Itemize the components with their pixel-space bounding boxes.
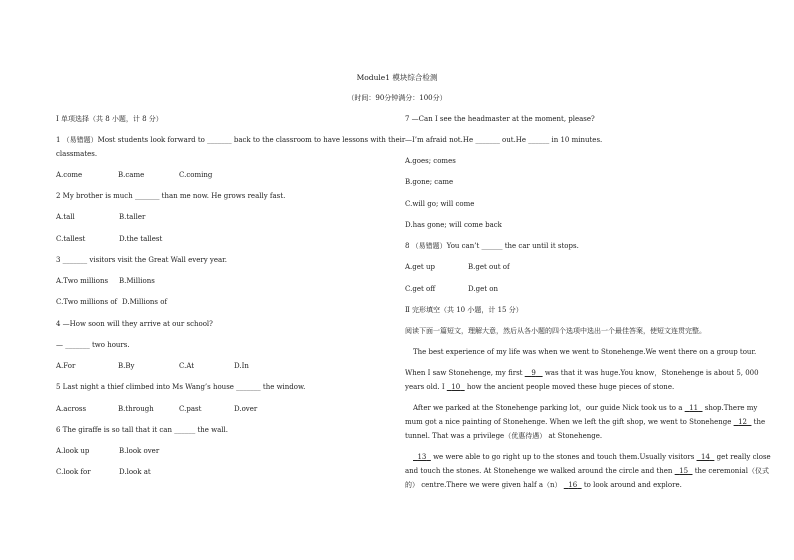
option-c[interactable]: C.coming [179, 171, 213, 179]
option-c[interactable]: C.get off [405, 285, 436, 293]
page-subtitle: （时间：90分钟满分：100分） [347, 94, 447, 102]
option-a[interactable]: A.get up [405, 263, 435, 271]
option-a[interactable]: A.Two millions [56, 277, 109, 285]
passage-paragraph-4-line3: 的） centre.There we were given half a（n） 16 to look around and explore. [405, 481, 682, 489]
option-d[interactable]: D.has gone; will come back [405, 221, 502, 229]
option-c[interactable]: C.past [179, 405, 202, 413]
question-7-stem-cont: —I’m afraid not.He _______ out.He ______ in 10 minutes. [405, 136, 603, 144]
question-4-stem: 4 —How soon will they arrive at our school? [56, 320, 213, 328]
option-b[interactable]: B.came [118, 171, 145, 179]
passage-paragraph-1: The best experience of my life was when we went to Stonehenge.We went there on a group tour. [413, 348, 757, 356]
option-d[interactable]: D.In [234, 362, 249, 370]
option-a[interactable]: A.For [56, 362, 76, 370]
blank-14[interactable]: 14 [700, 453, 710, 461]
blank-15[interactable]: 15 [679, 467, 689, 475]
question-1-stem-cont: classmates. [56, 150, 98, 158]
option-c[interactable]: C.look for [56, 468, 91, 476]
option-d[interactable]: D.the tallest [119, 235, 163, 243]
question-7-stem: 7 —Can I see the headmaster at the moment, please? [405, 115, 595, 123]
option-b[interactable]: B.Millions [119, 277, 155, 285]
option-a[interactable]: A.come [56, 171, 83, 179]
option-b[interactable]: B.By [118, 362, 135, 370]
option-a[interactable]: A.tall [56, 213, 75, 221]
option-c[interactable]: C.Two millions of [56, 298, 118, 306]
question-8-stem: 8 （易错题）You can’t ______ the car until it stops. [405, 242, 579, 250]
passage-paragraph-3-line3: tunnel. That was a privilege（优惠待遇） at Stonehenge. [405, 432, 603, 440]
question-6-stem: 6 The giraffe is so tall that it can ______ the wall. [56, 426, 228, 434]
option-b[interactable]: B.gone; came [405, 178, 454, 186]
option-a[interactable]: A.across [56, 405, 87, 413]
option-b[interactable]: B.get out of [468, 263, 510, 271]
section-heading-cloze: Ⅱ 完形填空（共 10 小题，计 15 分） [405, 306, 523, 314]
option-a[interactable]: A.look up [56, 447, 90, 455]
passage-paragraph-2-line1: When I saw Stonehenge, my first 9 was that it was huge.You know，Stonehenge is about 5, 000 [405, 369, 759, 377]
question-5-stem: 5 Last night a thief climbed into Ms Wang’s house _______ the window. [56, 383, 306, 391]
option-b[interactable]: B.taller [119, 213, 146, 221]
question-3-stem: 3 _______ visitors visit the Great Wall every year. [56, 256, 227, 264]
passage-paragraph-2-line2: years old. I 10 how the ancient people moved these huge pieces of stone. [405, 383, 675, 391]
option-d[interactable]: D.Millions of [122, 298, 168, 306]
blank-13[interactable]: 13 [417, 453, 427, 461]
option-d[interactable]: D.look at [119, 468, 151, 476]
page-title: Module1 模块综合检测 [356, 73, 438, 82]
blank-16[interactable]: 16 [568, 481, 578, 489]
blank-11[interactable]: 11 [689, 404, 699, 412]
option-d[interactable]: D.get on [468, 285, 498, 293]
blank-9[interactable]: 9 [531, 369, 536, 377]
option-d[interactable]: D.over [234, 405, 258, 413]
question-2-stem: 2 My brother is much _______ than me now. He grows really fast. [56, 192, 286, 200]
blank-10[interactable]: 10 [451, 383, 461, 391]
cloze-instructions: 阅读下面一篇短文，理解大意，然后从各小题的四个选项中选出一个最佳答案，使短文连贯完整。 [405, 327, 706, 335]
option-c[interactable]: C.tallest [56, 235, 86, 243]
question-4-stem-cont: — _______ two hours. [56, 341, 130, 349]
section-heading-single-choice: Ⅰ 单项选择（共 8 小题，计 8 分） [56, 115, 163, 123]
option-a[interactable]: A.goes; comes [405, 157, 456, 165]
option-b[interactable]: B.look over [119, 447, 160, 455]
passage-paragraph-3-line1: After we parked at the Stonehenge parking lot，our guide Nick took us to a 11 shop.There my [413, 404, 758, 412]
blank-12[interactable]: 12 [738, 418, 747, 426]
option-c[interactable]: C.will go; will come [405, 200, 475, 208]
passage-paragraph-3-line2: mum got a nice painting of Stonehenge. When we left the gift shop, we went to Stonehenge 12 the [405, 418, 766, 426]
option-b[interactable]: B.through [118, 405, 154, 413]
question-1-stem: 1 （易错题）Most students look forward to _______ back to the classroom to have lessons with their [56, 136, 406, 144]
passage-paragraph-4-line1: 13 we were able to go right up to the stones and touch them.Usually visitors 14 get really close [413, 452, 771, 462]
option-c[interactable]: C.At [179, 362, 195, 370]
passage-paragraph-4-line2: and touch the stones. At Stonehenge we walked around the circle and then 15 the ceremonial（仪式 [405, 467, 769, 475]
